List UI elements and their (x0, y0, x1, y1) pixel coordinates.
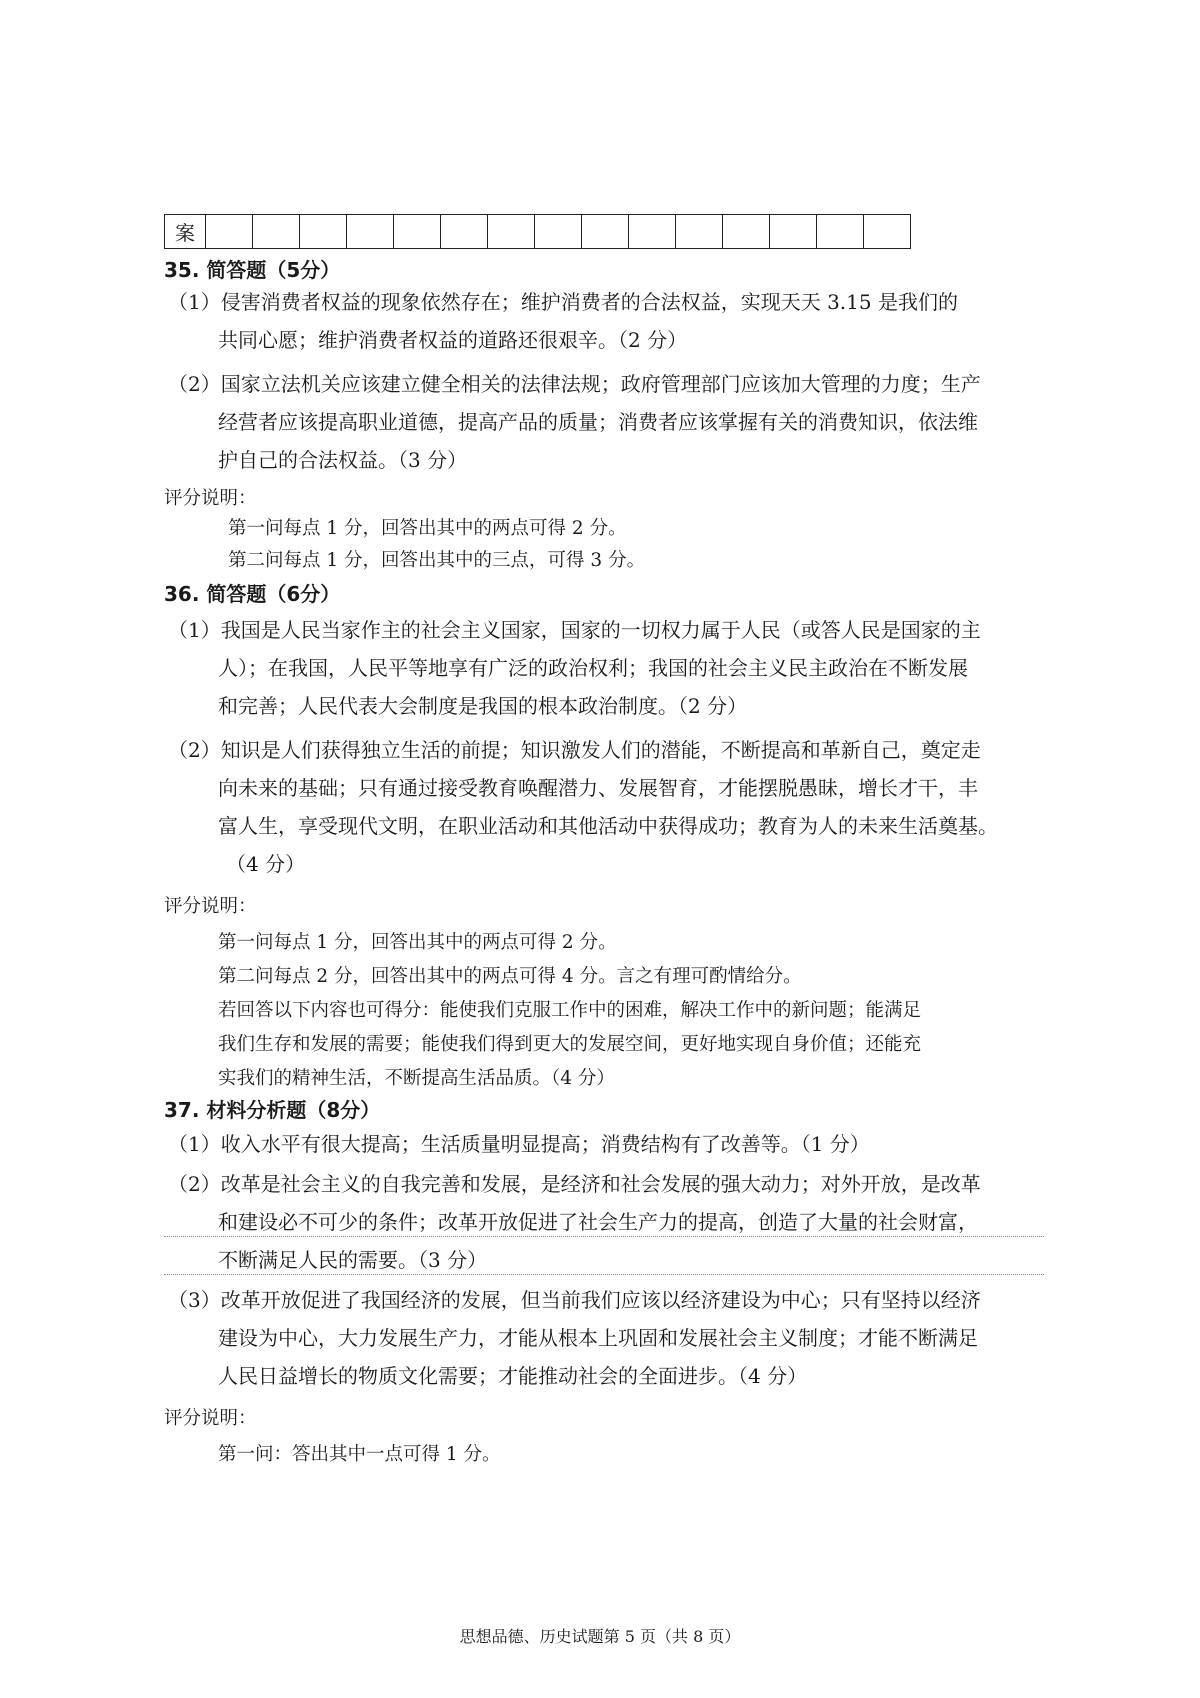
q36-answer-1-line-1: （1）我国是人民当家作主的社会主义国家，国家的一切权力属于人民（或答人民是国家的主 (168, 618, 981, 642)
q37-answer-3-line-2: 建设为中心，大力发展生产力，才能从根本上巩固和发展社会主义制度；才能不断满足 (218, 1326, 978, 1350)
q36-scoring-note-4: 我们生存和发展的需要；能使我们得到更大的发展空间，更好地实现自身价值；还能充 (218, 1034, 922, 1055)
q36-scoring-note-1: 第一问每点 1 分，回答出其中的两点可得 2 分。 (218, 932, 617, 953)
q37-answer-1-line-1: （1）收入水平有很大提高；生活质量明显提高；消费结构有了改善等。（1 分） (168, 1132, 870, 1156)
answer-cell (347, 215, 394, 249)
q37-answer-2-line-1: （2）改革是社会主义的自我完善和发展，是经济和社会发展的强大动力；对外开放，是改革 (168, 1172, 981, 1196)
answer-cell (206, 215, 253, 249)
q35-answer-2-line-3: 护自己的合法权益。（3 分） (218, 448, 468, 472)
q35-answer-1-line-2: 共同心愿；维护消费者权益的道路还很艰辛。（2 分） (218, 328, 688, 352)
q37-answer-3-line-3: 人民日益增长的物质文化需要；才能推动社会的全面进步。（4 分） (218, 1364, 808, 1388)
answer-cell (253, 215, 300, 249)
q37-answer-2-line-2: 和建设必不可少的条件；改革开放促进了社会生产力的提高，创造了大量的社会财富， (218, 1210, 978, 1234)
q37-answer-2-line-3: 不断满足人民的需要。（3 分） (218, 1248, 488, 1272)
q35-heading: 35. 简答题（5分） (164, 258, 341, 282)
answer-cell (582, 215, 629, 249)
answer-cell (723, 215, 770, 249)
q36-answer-1-line-2: 人）；在我国，人民平等地享有广泛的政治权利；我国的社会主义民主政治在不断发展 (218, 656, 968, 680)
q36-answer-2-line-4: （4 分） (226, 852, 306, 876)
q36-answer-2-line-1: （2）知识是人们获得独立生活的前提；知识激发人们的潜能，不断提高和革新自己，奠定走 (168, 738, 981, 762)
answer-cell (535, 215, 582, 249)
q37-answer-3-line-1: （3）改革开放促进了我国经济的发展，但当前我们应该以经济建设为中心；只有坚持以经济 (168, 1288, 981, 1312)
q35-scoring-note-2: 第二问每点 1 分，回答出其中的三点，可得 3 分。 (228, 550, 646, 571)
q36-answer-2-line-2: 向未来的基础；只有通过接受教育唤醒潜力、发展智育，才能摆脱愚昧，增长才干，丰 (218, 776, 978, 800)
q35-answer-2-line-2: 经营者应该提高职业道德，提高产品的质量；消费者应该掌握有关的消费知识，依法维 (218, 410, 978, 434)
answer-cell (300, 215, 347, 249)
answer-cell (394, 215, 441, 249)
q35-scoring-note-1: 第一问每点 1 分，回答出其中的两点可得 2 分。 (228, 518, 627, 539)
dotted-divider (164, 1274, 1044, 1275)
q37-scoring-note-1: 第一问：答出其中一点可得 1 分。 (218, 1444, 501, 1465)
q36-answer-1-line-3: 和完善；人民代表大会制度是我国的根本政治制度。（2 分） (218, 694, 748, 718)
q36-answer-2-line-3: 富人生，享受现代文明，在职业活动和其他活动中获得成功；教育为人的未来生活奠基。 (218, 814, 998, 838)
answer-cell (817, 215, 864, 249)
answer-cell (629, 215, 676, 249)
q36-scoring-note-2: 第二问每点 2 分，回答出其中的两点可得 4 分。言之有理可酌情给分。 (218, 966, 802, 987)
q36-heading: 36. 简答题（6分） (164, 582, 341, 606)
q35-answer-1-line-1: （1）侵害消费者权益的现象依然存在；维护消费者的合法权益，实现天天 3.15 是我们的 (168, 290, 958, 314)
q36-scoring-note-3: 若回答以下内容也可得分：能使我们克服工作中的困难，解决工作中的新问题；能满足 (218, 1000, 922, 1021)
answer-cell (488, 215, 535, 249)
answer-cell (770, 215, 817, 249)
answer-cell (676, 215, 723, 249)
q37-scoring-label: 评分说明： (164, 1408, 257, 1429)
answer-grid (164, 214, 911, 249)
answer-cell (441, 215, 488, 249)
q36-scoring-note-5: 实我们的精神生活，不断提高生活品质。（4 分） (218, 1068, 615, 1089)
q37-heading: 37. 材料分析题（8分） (164, 1098, 381, 1122)
answer-cell (864, 215, 911, 249)
page-footer: 思想品德、历史试题第 5 页（共 8 页） (459, 1627, 741, 1646)
q35-answer-2-line-1: （2）国家立法机关应该建立健全相关的法律法规；政府管理部门应该加大管理的力度；生产 (168, 372, 981, 396)
answer-row-label: 案 (165, 215, 206, 249)
q36-scoring-label: 评分说明： (164, 896, 257, 917)
dotted-divider (164, 1236, 1044, 1237)
q35-scoring-label: 评分说明： (164, 488, 257, 509)
